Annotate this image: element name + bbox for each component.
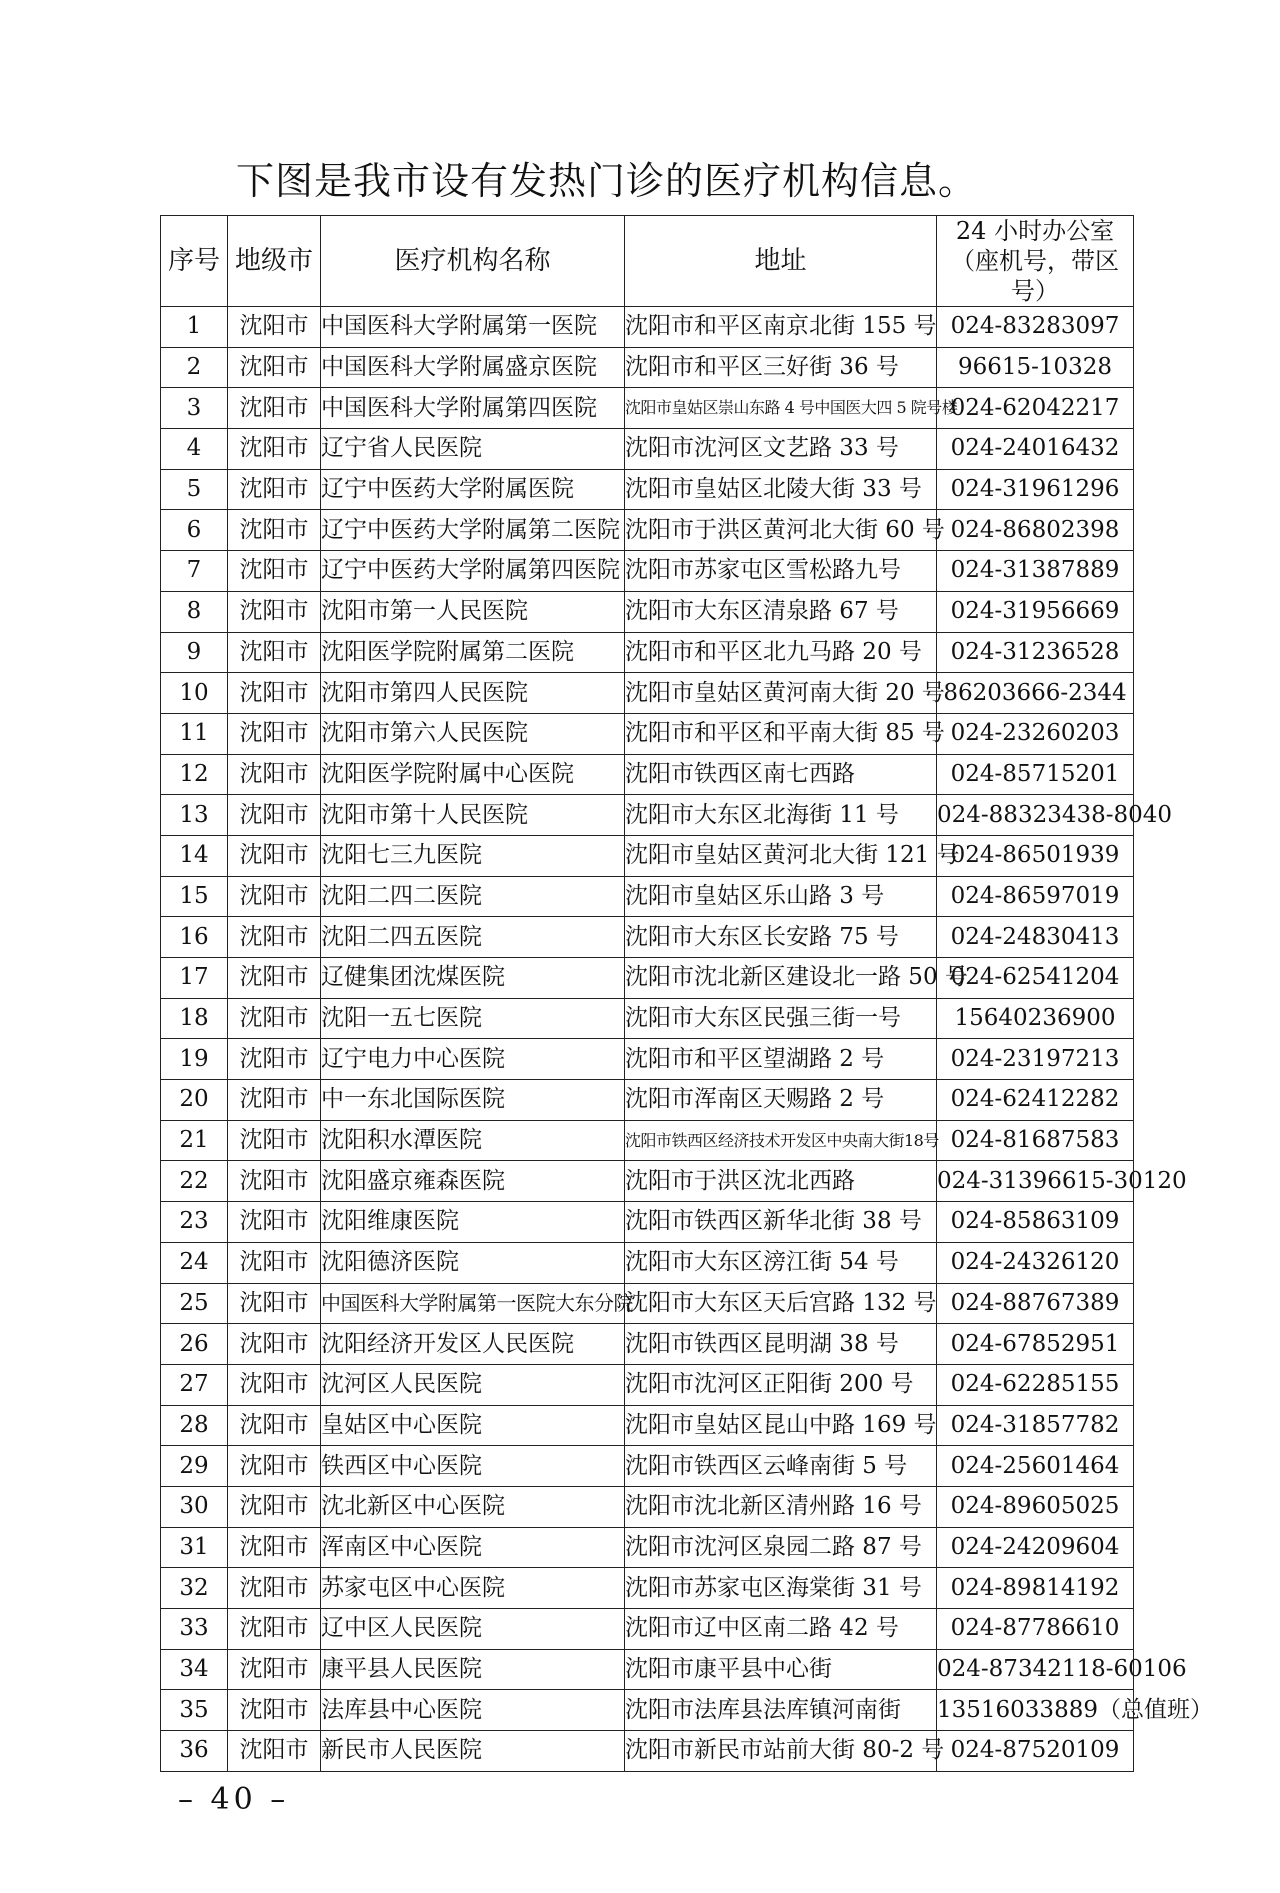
row-address: 沈阳市新民市站前大街 80-2 号 bbox=[625, 1731, 937, 1772]
row-seq: 20 bbox=[161, 1080, 228, 1121]
row-city: 沈阳市 bbox=[228, 591, 321, 632]
row-address: 沈阳市浑南区天赐路 2 号 bbox=[625, 1080, 937, 1121]
row-seq: 17 bbox=[161, 958, 228, 999]
row-seq: 6 bbox=[161, 510, 228, 551]
row-phone: 024-86802398 bbox=[937, 510, 1134, 551]
row-address: 沈阳市大东区民强三街一号 bbox=[625, 998, 937, 1039]
row-hospital-name: 辽宁电力中心医院 bbox=[321, 1039, 625, 1080]
row-phone: 024-85715201 bbox=[937, 754, 1134, 795]
row-phone: 024-89605025 bbox=[937, 1486, 1134, 1527]
row-hospital-name: 辽宁中医药大学附属医院 bbox=[321, 469, 625, 510]
intro-text: 下图是我市设有发热门诊的医疗机构信息。 bbox=[236, 159, 978, 203]
row-seq: 26 bbox=[161, 1324, 228, 1365]
row-seq: 15 bbox=[161, 876, 228, 917]
table-row bbox=[161, 388, 1134, 429]
row-seq: 2 bbox=[161, 347, 228, 388]
row-address: 沈阳市大东区滂江街 54 号 bbox=[625, 1242, 937, 1283]
row-address: 沈阳市皇姑区乐山路 3 号 bbox=[625, 876, 937, 917]
row-hospital-name: 沈阳二四二医院 bbox=[321, 876, 625, 917]
row-city: 沈阳市 bbox=[228, 307, 321, 348]
row-city: 沈阳市 bbox=[228, 1242, 321, 1283]
row-phone: 024-86501939 bbox=[937, 835, 1134, 876]
row-hospital-name: 沈阳经济开发区人民医院 bbox=[321, 1324, 625, 1365]
table-row bbox=[161, 632, 1134, 673]
table-row bbox=[161, 1080, 1134, 1121]
row-seq: 34 bbox=[161, 1649, 228, 1690]
table-row bbox=[161, 1324, 1134, 1365]
row-city: 沈阳市 bbox=[228, 1690, 321, 1731]
row-phone: 96615-10328 bbox=[937, 347, 1134, 388]
row-phone: 024-25601464 bbox=[937, 1446, 1134, 1487]
row-address: 沈阳市铁西区新华北街 38 号 bbox=[625, 1202, 937, 1243]
row-hospital-name: 辽中区人民医院 bbox=[321, 1609, 625, 1650]
row-seq: 14 bbox=[161, 835, 228, 876]
row-city: 沈阳市 bbox=[228, 510, 321, 551]
row-seq: 9 bbox=[161, 632, 228, 673]
row-address: 沈阳市和平区南京北街 155 号 bbox=[625, 307, 937, 348]
row-phone: 024-87786610 bbox=[937, 1609, 1134, 1650]
row-hospital-name: 法库县中心医院 bbox=[321, 1690, 625, 1731]
row-city: 沈阳市 bbox=[228, 551, 321, 592]
row-address: 沈阳市沈北新区清州路 16 号 bbox=[625, 1486, 937, 1527]
row-address: 沈阳市沈河区正阳街 200 号 bbox=[625, 1364, 937, 1405]
table-row bbox=[161, 673, 1134, 714]
row-seq: 23 bbox=[161, 1202, 228, 1243]
row-seq: 19 bbox=[161, 1039, 228, 1080]
row-seq: 4 bbox=[161, 429, 228, 470]
row-seq: 7 bbox=[161, 551, 228, 592]
row-phone: 024-31857782 bbox=[937, 1405, 1134, 1446]
row-phone: 024-31956669 bbox=[937, 591, 1134, 632]
header-name: 医疗机构名称 bbox=[321, 216, 625, 307]
row-phone: 024-62285155 bbox=[937, 1364, 1134, 1405]
row-address: 沈阳市沈河区泉园二路 87 号 bbox=[625, 1527, 937, 1568]
table-row bbox=[161, 835, 1134, 876]
table-row bbox=[161, 307, 1134, 348]
row-address: 沈阳市法库县法库镇河南街 bbox=[625, 1690, 937, 1731]
table-row bbox=[161, 958, 1134, 999]
row-phone: 024-23260203 bbox=[937, 713, 1134, 754]
row-city: 沈阳市 bbox=[228, 1283, 321, 1324]
table-row bbox=[161, 591, 1134, 632]
row-city: 沈阳市 bbox=[228, 1649, 321, 1690]
row-city: 沈阳市 bbox=[228, 1161, 321, 1202]
header-phone: 24 小时办公室（座机号，带区号） bbox=[937, 216, 1134, 307]
row-city: 沈阳市 bbox=[228, 754, 321, 795]
row-seq: 5 bbox=[161, 469, 228, 510]
row-seq: 10 bbox=[161, 673, 228, 714]
row-city: 沈阳市 bbox=[228, 1120, 321, 1161]
row-city: 沈阳市 bbox=[228, 1609, 321, 1650]
row-phone: 024-88323438-8040 bbox=[937, 795, 1134, 836]
row-address: 沈阳市皇姑区昆山中路 169 号 bbox=[625, 1405, 937, 1446]
row-hospital-name: 沈阳市第六人民医院 bbox=[321, 713, 625, 754]
row-phone: 024-86597019 bbox=[937, 876, 1134, 917]
row-hospital-name: 中国医科大学附属第一医院 bbox=[321, 307, 625, 348]
table-row bbox=[161, 429, 1134, 470]
row-address: 沈阳市铁西区南七西路 bbox=[625, 754, 937, 795]
row-seq: 11 bbox=[161, 713, 228, 754]
row-seq: 13 bbox=[161, 795, 228, 836]
row-phone: 024-24830413 bbox=[937, 917, 1134, 958]
row-city: 沈阳市 bbox=[228, 1080, 321, 1121]
table-row bbox=[161, 1202, 1134, 1243]
row-phone: 024-89814192 bbox=[937, 1568, 1134, 1609]
row-address: 沈阳市沈北新区建设北一路 50 号 bbox=[625, 958, 937, 999]
table-row bbox=[161, 1405, 1134, 1446]
row-phone: 024-87342118-60106 bbox=[937, 1649, 1134, 1690]
row-hospital-name: 康平县人民医院 bbox=[321, 1649, 625, 1690]
row-phone: 024-88767389 bbox=[937, 1283, 1134, 1324]
row-city: 沈阳市 bbox=[228, 958, 321, 999]
table-row bbox=[161, 1161, 1134, 1202]
row-phone: 024-31396615-30120 bbox=[937, 1161, 1134, 1202]
row-seq: 33 bbox=[161, 1609, 228, 1650]
row-city: 沈阳市 bbox=[228, 1486, 321, 1527]
row-address: 沈阳市和平区三好街 36 号 bbox=[625, 347, 937, 388]
row-address: 沈阳市皇姑区黄河北大街 121 号 bbox=[625, 835, 937, 876]
row-phone: 024-85863109 bbox=[937, 1202, 1134, 1243]
row-city: 沈阳市 bbox=[228, 632, 321, 673]
row-phone: 024-67852951 bbox=[937, 1324, 1134, 1365]
row-phone: 86203666-2344 bbox=[937, 673, 1134, 714]
row-phone: 024-62412282 bbox=[937, 1080, 1134, 1121]
row-city: 沈阳市 bbox=[228, 1405, 321, 1446]
row-hospital-name: 辽健集团沈煤医院 bbox=[321, 958, 625, 999]
row-address: 沈阳市大东区清泉路 67 号 bbox=[625, 591, 937, 632]
row-phone: 024-62541204 bbox=[937, 958, 1134, 999]
hospital-table bbox=[160, 215, 1213, 1772]
row-address: 沈阳市皇姑区崇山东路 4 号中国医大四 5 院号楼 bbox=[625, 388, 937, 429]
row-hospital-name: 中国医科大学附属第四医院 bbox=[321, 388, 625, 429]
row-seq: 1 bbox=[161, 307, 228, 348]
row-seq: 16 bbox=[161, 917, 228, 958]
row-seq: 35 bbox=[161, 1690, 228, 1731]
row-hospital-name: 沈阳德济医院 bbox=[321, 1242, 625, 1283]
row-city: 沈阳市 bbox=[228, 1446, 321, 1487]
row-hospital-name: 沈阳医学院附属中心医院 bbox=[321, 754, 625, 795]
table-header-row bbox=[161, 216, 1134, 307]
row-city: 沈阳市 bbox=[228, 835, 321, 876]
table-row bbox=[161, 510, 1134, 551]
table-row bbox=[161, 754, 1134, 795]
row-city: 沈阳市 bbox=[228, 876, 321, 917]
table-row bbox=[161, 1568, 1134, 1609]
row-city: 沈阳市 bbox=[228, 1731, 321, 1772]
row-hospital-name: 新民市人民医院 bbox=[321, 1731, 625, 1772]
header-city: 地级市 bbox=[228, 216, 321, 307]
table-row bbox=[161, 1690, 1134, 1731]
table-row bbox=[161, 1446, 1134, 1487]
row-city: 沈阳市 bbox=[228, 347, 321, 388]
row-city: 沈阳市 bbox=[228, 795, 321, 836]
row-hospital-name: 皇姑区中心医院 bbox=[321, 1405, 625, 1446]
row-phone: 13516033889（总值班） bbox=[937, 1690, 1134, 1731]
row-address: 沈阳市苏家屯区雪松路九号 bbox=[625, 551, 937, 592]
row-address: 沈阳市大东区天后宫路 132 号 bbox=[625, 1283, 937, 1324]
table-row bbox=[161, 795, 1134, 836]
row-seq: 24 bbox=[161, 1242, 228, 1283]
row-seq: 18 bbox=[161, 998, 228, 1039]
table-row bbox=[161, 713, 1134, 754]
row-phone: 024-24326120 bbox=[937, 1242, 1134, 1283]
row-address: 沈阳市大东区北海街 11 号 bbox=[625, 795, 937, 836]
row-address: 沈阳市和平区北九马路 20 号 bbox=[625, 632, 937, 673]
row-city: 沈阳市 bbox=[228, 1568, 321, 1609]
row-seq: 21 bbox=[161, 1120, 228, 1161]
table-row bbox=[161, 1039, 1134, 1080]
table-row bbox=[161, 347, 1134, 388]
row-city: 沈阳市 bbox=[228, 1364, 321, 1405]
row-phone: 15640236900 bbox=[937, 998, 1134, 1039]
row-phone: 024-87520109 bbox=[937, 1731, 1134, 1772]
table-row bbox=[161, 917, 1134, 958]
row-phone: 024-31961296 bbox=[937, 469, 1134, 510]
row-city: 沈阳市 bbox=[228, 673, 321, 714]
row-hospital-name: 中国医科大学附属盛京医院 bbox=[321, 347, 625, 388]
table-row bbox=[161, 1242, 1134, 1283]
header-address: 地址 bbox=[625, 216, 937, 307]
table-row bbox=[161, 876, 1134, 917]
row-hospital-name: 沈阳七三九医院 bbox=[321, 835, 625, 876]
row-hospital-name: 铁西区中心医院 bbox=[321, 1446, 625, 1487]
row-address: 沈阳市皇姑区黄河南大街 20 号 bbox=[625, 673, 937, 714]
row-hospital-name: 中国医科大学附属第一医院大东分院 bbox=[321, 1283, 625, 1324]
row-seq: 29 bbox=[161, 1446, 228, 1487]
row-seq: 36 bbox=[161, 1731, 228, 1772]
row-hospital-name: 沈阳积水潭医院 bbox=[321, 1120, 625, 1161]
row-city: 沈阳市 bbox=[228, 429, 321, 470]
row-seq: 25 bbox=[161, 1283, 228, 1324]
row-hospital-name: 沈河区人民医院 bbox=[321, 1364, 625, 1405]
table-row bbox=[161, 1486, 1134, 1527]
row-hospital-name: 辽宁中医药大学附属第四医院 bbox=[321, 551, 625, 592]
table-row bbox=[161, 1649, 1134, 1690]
row-seq: 30 bbox=[161, 1486, 228, 1527]
table-row bbox=[161, 1364, 1134, 1405]
row-hospital-name: 沈阳医学院附属第二医院 bbox=[321, 632, 625, 673]
row-address: 沈阳市辽中区南二路 42 号 bbox=[625, 1609, 937, 1650]
row-city: 沈阳市 bbox=[228, 1039, 321, 1080]
row-seq: 32 bbox=[161, 1568, 228, 1609]
row-address: 沈阳市铁西区经济技术开发区中央南大街18号 bbox=[625, 1120, 937, 1161]
row-hospital-name: 辽宁省人民医院 bbox=[321, 429, 625, 470]
table-row bbox=[161, 1731, 1134, 1772]
row-address: 沈阳市铁西区昆明湖 38 号 bbox=[625, 1324, 937, 1365]
row-seq: 8 bbox=[161, 591, 228, 632]
table-row bbox=[161, 1120, 1134, 1161]
row-city: 沈阳市 bbox=[228, 998, 321, 1039]
row-seq: 3 bbox=[161, 388, 228, 429]
table-row bbox=[161, 551, 1134, 592]
row-hospital-name: 沈阳市第一人民医院 bbox=[321, 591, 625, 632]
row-hospital-name: 沈阳市第四人民医院 bbox=[321, 673, 625, 714]
row-hospital-name: 苏家屯区中心医院 bbox=[321, 1568, 625, 1609]
row-address: 沈阳市苏家屯区海棠街 31 号 bbox=[625, 1568, 937, 1609]
row-hospital-name: 浑南区中心医院 bbox=[321, 1527, 625, 1568]
row-phone: 024-24209604 bbox=[937, 1527, 1134, 1568]
row-seq: 28 bbox=[161, 1405, 228, 1446]
row-address: 沈阳市铁西区云峰南街 5 号 bbox=[625, 1446, 937, 1487]
table-row bbox=[161, 1609, 1134, 1650]
row-phone: 024-81687583 bbox=[937, 1120, 1134, 1161]
row-phone: 024-31387889 bbox=[937, 551, 1134, 592]
row-phone: 024-83283097 bbox=[937, 307, 1134, 348]
row-address: 沈阳市于洪区黄河北大街 60 号 bbox=[625, 510, 937, 551]
row-city: 沈阳市 bbox=[228, 713, 321, 754]
row-hospital-name: 沈阳一五七医院 bbox=[321, 998, 625, 1039]
row-phone: 024-23197213 bbox=[937, 1039, 1134, 1080]
row-phone: 024-31236528 bbox=[937, 632, 1134, 673]
row-seq: 22 bbox=[161, 1161, 228, 1202]
row-hospital-name: 沈北新区中心医院 bbox=[321, 1486, 625, 1527]
row-seq: 12 bbox=[161, 754, 228, 795]
row-city: 沈阳市 bbox=[228, 1202, 321, 1243]
row-hospital-name: 沈阳二四五医院 bbox=[321, 917, 625, 958]
row-hospital-name: 沈阳盛京雍森医院 bbox=[321, 1161, 625, 1202]
row-seq: 31 bbox=[161, 1527, 228, 1568]
row-hospital-name: 沈阳市第十人民医院 bbox=[321, 795, 625, 836]
row-address: 沈阳市和平区望湖路 2 号 bbox=[625, 1039, 937, 1080]
row-hospital-name: 辽宁中医药大学附属第二医院 bbox=[321, 510, 625, 551]
row-city: 沈阳市 bbox=[228, 469, 321, 510]
row-address: 沈阳市于洪区沈北西路 bbox=[625, 1161, 937, 1202]
table-row bbox=[161, 469, 1134, 510]
row-address: 沈阳市和平区和平南大街 85 号 bbox=[625, 713, 937, 754]
row-hospital-name: 沈阳维康医院 bbox=[321, 1202, 625, 1243]
row-city: 沈阳市 bbox=[228, 388, 321, 429]
page-number: – 40 – bbox=[178, 1782, 290, 1817]
table-row bbox=[161, 998, 1134, 1039]
row-city: 沈阳市 bbox=[228, 1324, 321, 1365]
row-address: 沈阳市康平县中心街 bbox=[625, 1649, 937, 1690]
row-seq: 27 bbox=[161, 1364, 228, 1405]
row-city: 沈阳市 bbox=[228, 1527, 321, 1568]
row-hospital-name: 中一东北国际医院 bbox=[321, 1080, 625, 1121]
table-row bbox=[161, 1283, 1134, 1324]
row-city: 沈阳市 bbox=[228, 917, 321, 958]
row-phone: 024-62042217 bbox=[937, 388, 1134, 429]
table-body bbox=[161, 307, 1213, 1772]
row-address: 沈阳市沈河区文艺路 33 号 bbox=[625, 429, 937, 470]
row-phone: 024-24016432 bbox=[937, 429, 1134, 470]
row-address: 沈阳市大东区长安路 75 号 bbox=[625, 917, 937, 958]
row-address: 沈阳市皇姑区北陵大街 33 号 bbox=[625, 469, 937, 510]
header-seq: 序号 bbox=[161, 216, 228, 307]
table-row bbox=[161, 1527, 1134, 1568]
